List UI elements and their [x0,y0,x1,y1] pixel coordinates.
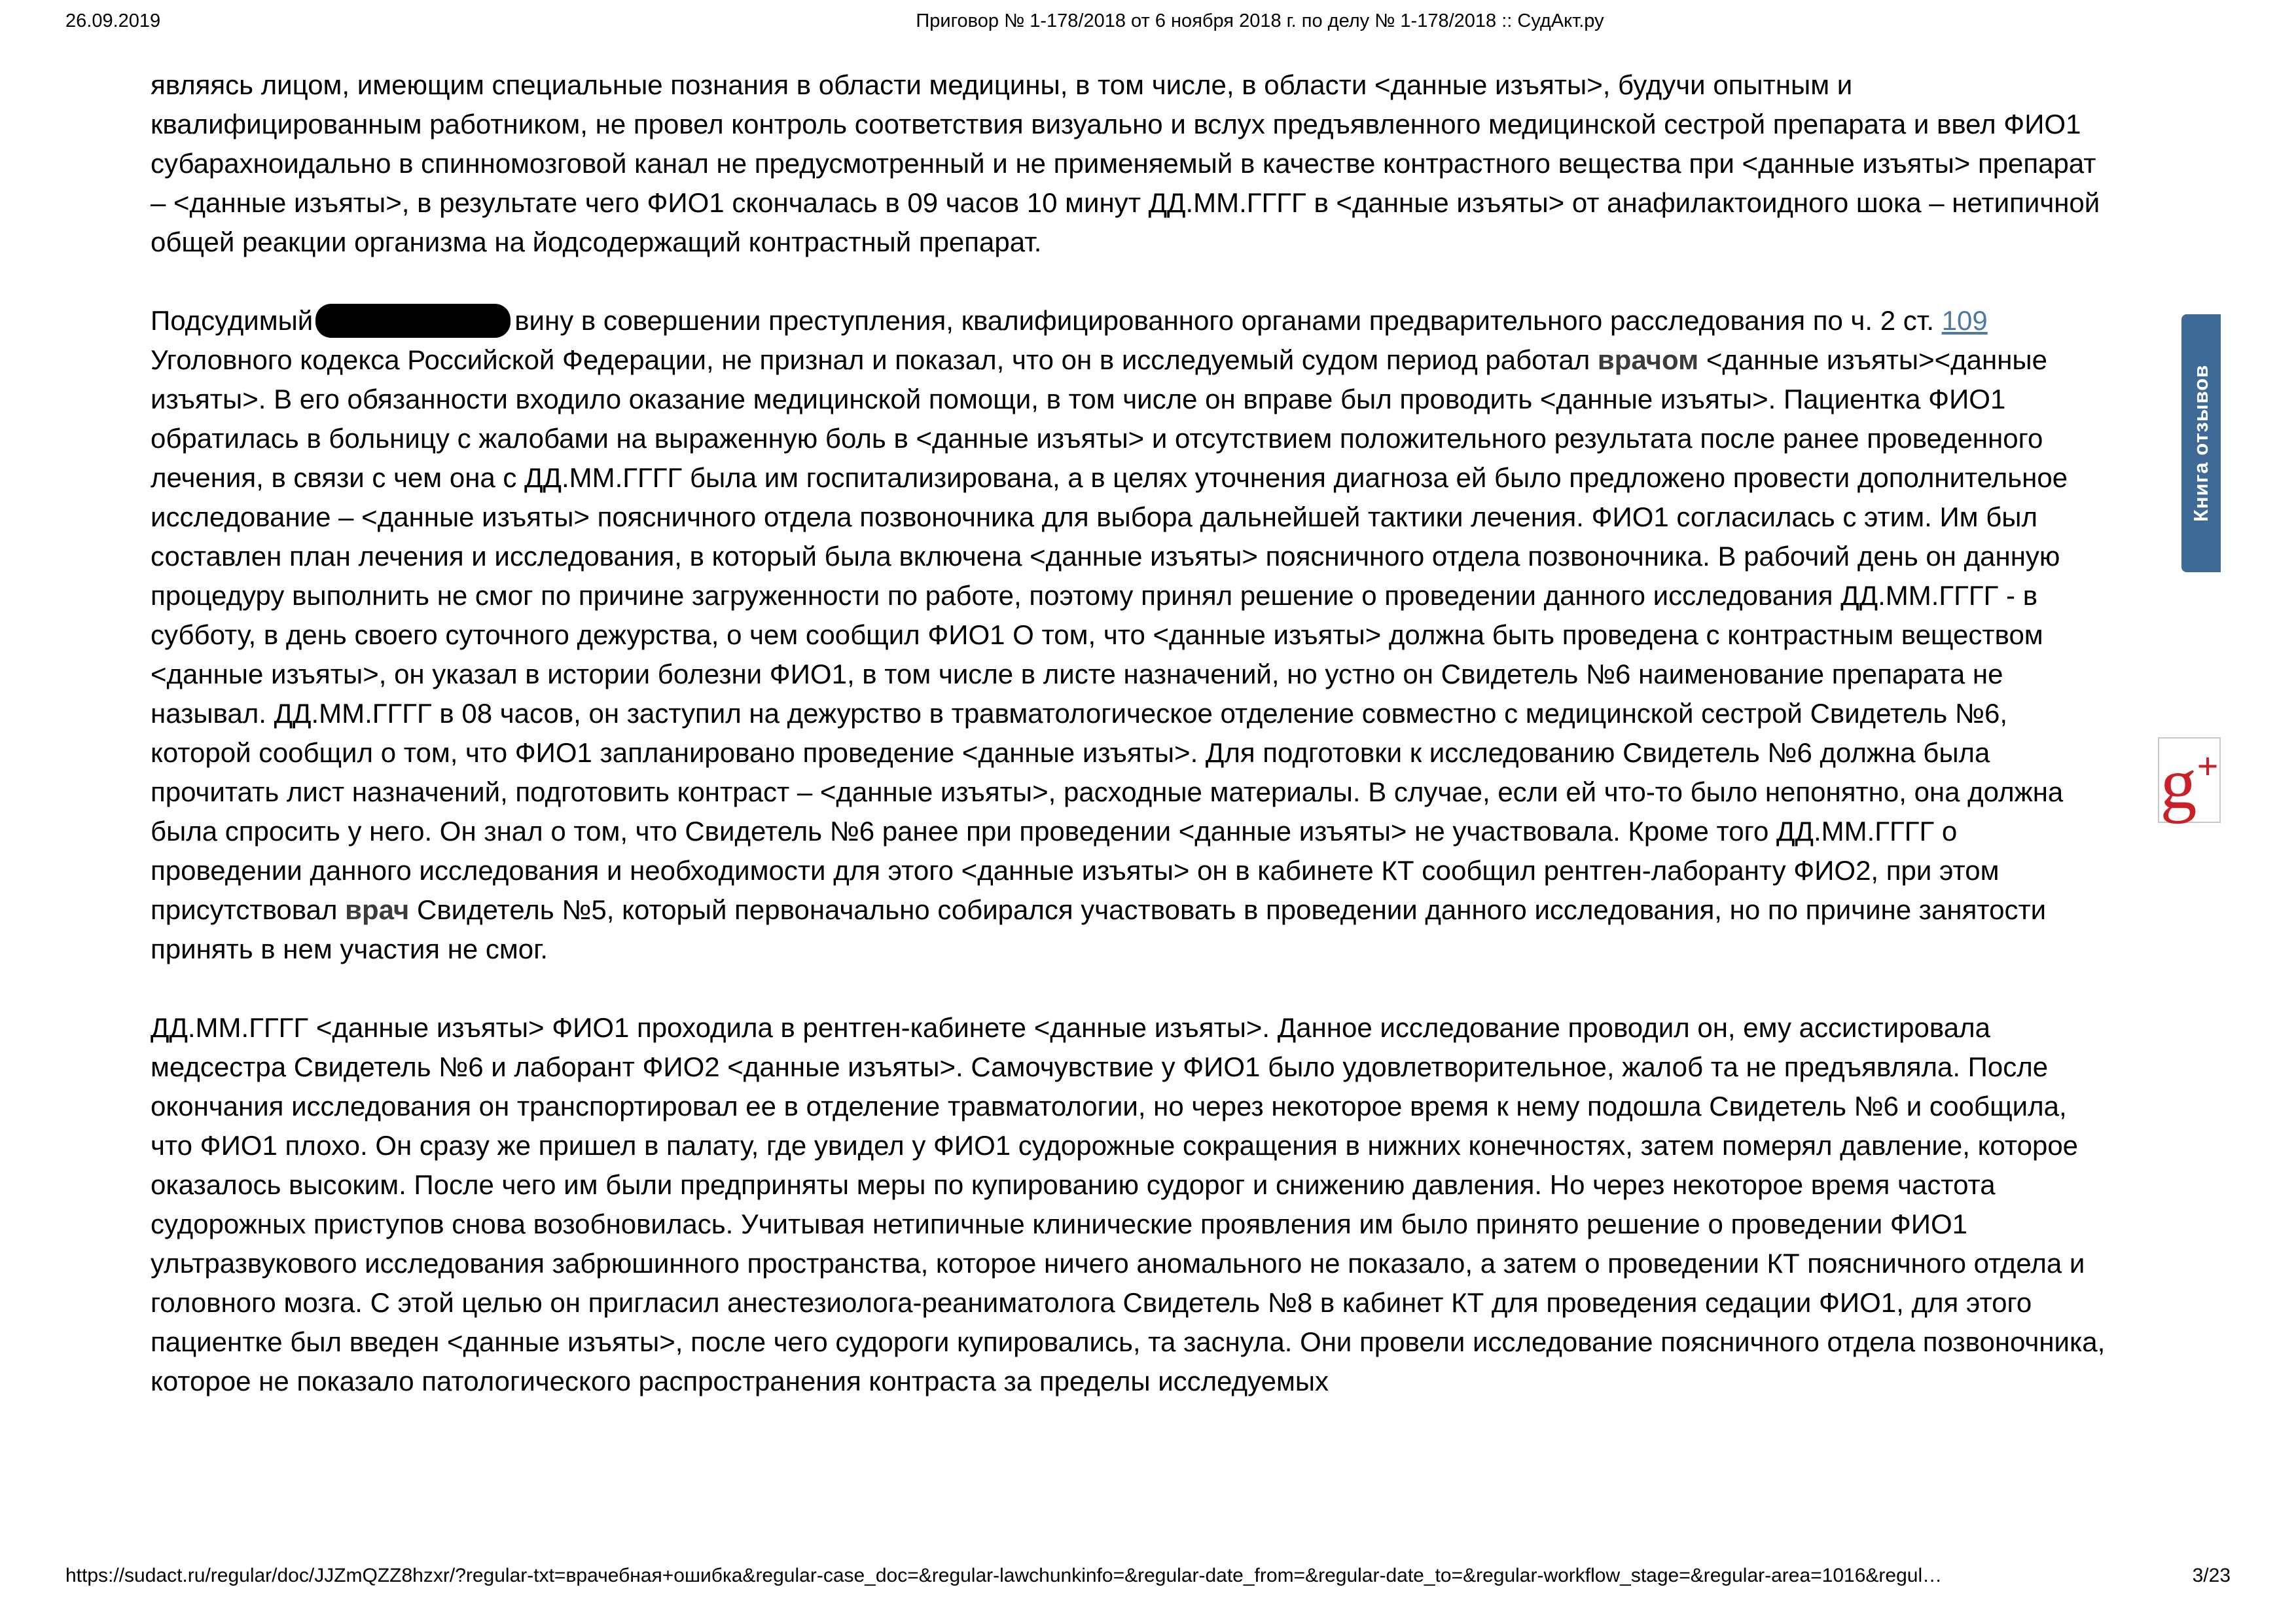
highlighted-term: врачом [1597,344,1699,375]
text-run: Подсудимый [151,305,314,336]
feedback-book-tab[interactable] [2181,314,2221,572]
google-plus-plus-glyph: + [2197,745,2219,788]
text-run: вину в совершении преступления, квалифицированного органами предварительного расследования по ч. 2 ст. [514,305,1942,336]
text-run: Уголовного кодекса Российской Федерации, не признал и показал, что он в исследуемый судом период работал [151,344,1598,375]
print-footer-url: https://sudact.ru/regular/doc/JJZmQZZ8hzxr/?regular-txt=врачебная+ошибка&regular-case_doc=&regular-lawchunkinfo=&regular-date_from=&regular-date_to=&regular-workflow_stage=&regular-area=1016&regul… [65,1565,1943,1586]
print-header-date: 26.09.2019 [65,10,161,31]
redacted-name-box [315,304,511,338]
text-run: <данные изъяты><данные изъяты>. В его обязанности входило оказание медицинской помощи, в том числе он вправе был проводить <данные изъяты>. Пациентка ФИО1 обратилась в больницу с жалобами на выраженную боль в <данные изъяты> и отсутствием положительного результата после ранее проведенного лечения, в связи с чем она с ДД.ММ.ГГГГ была им госпитализирована, а в целях уточнения диагноза ей было предложено провести дополнительное исследование – <данные изъяты> поясничного отдела позвоночника для выбора дальнейшей тактики лечения. ФИО1 согласилась с этим. Им был составлен план лечения и исследования, в который была включена <данные изъяты> поясничного отдела позвоночника. В рабочий день он данную процедуру выполнить не смог по причине загруженности по работе, поэтому принял решение о проведении данного исследования ДД.ММ.ГГГГ - в субботу, в день своего суточного дежурства, о чем сообщил ФИО1 О том, что <данные изъяты> должна быть проведена с контрастным веществом <данные изъяты>, он указал в истории болезни ФИО1, в том числе в листе назначений, но устно он Свидетель №6 наименование препарата не называл. ДД.ММ.ГГГГ в 08 часов, он заступил на дежурство в травматологическое отделение совместно с медицинской сестрой Свидетель №6, которой сообщил о том, что ФИО1 запланировано проведение <данные изъяты>. Для подготовки к исследованию Свидетель №6 должна была прочитать лист назначений, подготовить контраст – <данные изъяты>, расходные материалы. В случае, если ей что-то было непонятно, она должна была спросить у него. Он знал о том, что Свидетель №6 ранее при проведении <данные изъяты> не участвовала. Кроме того ДД.ММ.ГГГГ о проведении данного исследования и необходимости для этого <данные изъяты> он в кабинете КТ сообщил рентген-лаборанту ФИО2, при этом присутствовал [151,344,2068,925]
highlighted-term: врач [345,894,410,925]
text-run: ДД.ММ.ГГГГ <данные изъяты> ФИО1 проходила в рентген-кабинете <данные изъяты>. Данное исследование проводил он, ему ассистировала медсестра Свидетель №6 и лаборант ФИО2 <данные изъяты>. Самочувствие у ФИО1 было удовлетворительное, жалоб та не предъявляла. После окончания исследования он транспортировал ее в отделение травматологии, но через некоторое время к нему подошла Свидетель №6 и сообщила, что ФИО1 плохо. Он сразу же пришел в палату, где увидел у ФИО1 судорожные сокращения в нижних конечностях, затем померял давление, которое оказалось высоким. После чего им были предприняты меры по купированию судорог и снижению давления. Но через некоторое время частота судорожных приступов снова возобновилась. Учитывая нетипичные клинические проявления им было принято решение о проведении ФИО1 ультразвукового исследования забрюшинного пространства, которое ничего аномального не показало, а затем о проведении КТ поясничного отдела и головного мозга. С этой целью он пригласил анестезиолога-реаниматолога Свидетель №8 в кабинет КТ для проведения седации ФИО1, для этого пациентке был введен <данные изъяты>, после чего судороги купировались, та заснула. Они провели исследование поясничного отдела позвоночника, которое не показало патологического распространения контраста за пределы исследуемых [151,1012,2106,1396]
print-footer-page-indicator: 3/23 [2192,1565,2231,1586]
feedback-book-tab-label: Книга отзывов [2189,364,2212,522]
text-run: Свидетель №5, который первоначально собирался участвовать в проведении данного исследования, но по причине занятости принять в нем участия не смог. [151,894,2047,964]
text-run: являясь лицом, имеющим специальные познания в области медицины, в том числе, в области <данные изъяты>, будучи опытным и квалифицированным работником, не провел контроль соответствия визуально и вслух предъявленного медицинской сестрой препарата и ввел ФИО1 субарахноидально в спинномозговой канал не предусмотренный и не применяемый в качестве контрастного вещества при <данные изъяты> препарат – <данные изъяты>, в результате чего ФИО1 скончалась в 09 часов 10 минут ДД.ММ.ГГГГ в <данные изъяты> от анафилактоидного шока – нетипичной общей реакции организма на йодсодержащий контрастный препарат. [151,69,2100,257]
document-paragraph [151,65,2108,262]
document-paragraph [151,301,2108,969]
law-article-link[interactable]: 109 [1941,305,1988,336]
court-decision-text [151,65,2108,1440]
document-paragraph [151,1008,2108,1401]
google-plus-g-glyph: g [2160,743,2197,824]
print-header-title: Приговор № 1-178/2018 от 6 ноября 2018 г. по делу № 1-178/2018 :: СудАкт.ру [916,10,1604,31]
google-plus-icon[interactable] [2158,737,2221,823]
